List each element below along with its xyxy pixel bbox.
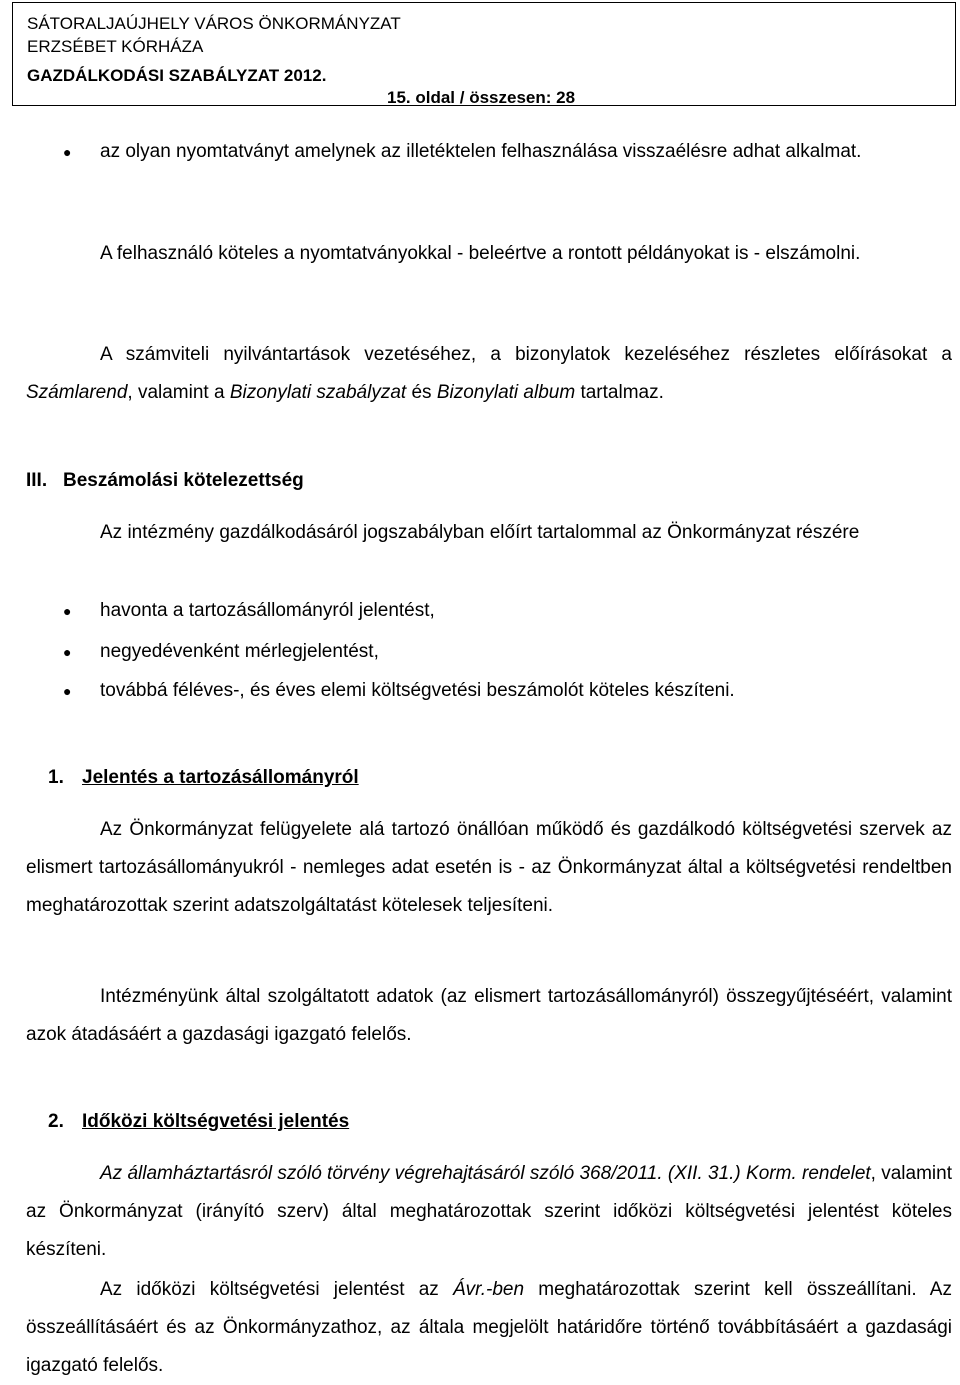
bullet-icon: ● — [63, 603, 72, 619]
paragraph: A felhasználó köteles a nyomtatványokkal - beleértve a rontott példányokat is - elszámolni. — [100, 243, 861, 264]
subsection-number: 2. — [48, 1111, 64, 1132]
paragraph: A számviteli nyilvántartások vezetéséhez, a bizonylatok kezeléséhez részletes előírásokat a Számlarend, valamint a Bizonylati szabályzat és Bizonylati album tartalmaz. — [26, 344, 952, 403]
paragraph: Az intézmény gazdálkodásáról jogszabályban előírt tartalommal az Önkormányzat részére — [100, 522, 860, 543]
section-title: Beszámolási kötelezettség — [63, 470, 304, 491]
page-header — [12, 2, 956, 106]
section-number: III. — [26, 470, 48, 491]
header-hospital: ERZSÉBET KÓRHÁZA — [27, 37, 204, 56]
header-document-title: GAZDÁLKODÁSI SZABÁLYZAT 2012. — [27, 66, 327, 85]
list-item: az olyan nyomtatványt amelynek az illetéktelen felhasználása visszaélésre adhat alkalmat. — [100, 141, 862, 162]
header-institution: SÁTORALJAÚJHELY VÁROS ÖNKORMÁNYZAT — [27, 14, 401, 33]
subsection-title: Jelentés a tartozásállományról — [82, 767, 359, 788]
subsection-title: Időközi költségvetési jelentés — [82, 1111, 350, 1132]
paragraph: Az államháztartásról szóló törvény végrehajtásáról szóló 368/2011. (XII. 31.) Korm. rendelet, valamint az Önkormányzat (irányító szerv) által meghatározottak szerint időközi költségvetési jelentést köteles készíteni. — [26, 1163, 952, 1260]
bullet-icon: ● — [63, 144, 72, 160]
bullet-icon: ● — [63, 644, 72, 660]
paragraph: Intézményünk által szolgáltatott adatok (az elismert tartozásállományról) összegyűjtéséért, valamint azok átadásáért a gazdasági igazgató felelős. — [26, 986, 952, 1045]
page-number: 15. oldal / összesen: 28 — [387, 88, 576, 107]
list-item: havonta a tartozásállományról jelentést, — [100, 600, 435, 621]
paragraph: Az időközi költségvetési jelentést az Ávr.-ben meghatározottak szerint kell összeállítani. Az összeállításáért és az Önkormányzathoz, az általa megjelölt határidőre történő továbbításáért a gazdasági igazgató felelős. — [26, 1279, 952, 1376]
subsection-number: 1. — [48, 767, 64, 788]
bullet-icon: ● — [63, 683, 72, 699]
paragraph: Az Önkormányzat felügyelete alá tartozó önállóan működő és gazdálkodó költségvetési szervek az elismert tartozásállományukról - nemleges adat esetén is - az Önkormányzat által a költségvetési rendeltben meghatározottak szerint adatszolgáltatást kötelesek teljesíteni. — [26, 819, 952, 916]
list-item: negyedévenként mérlegjelentést, — [100, 641, 379, 662]
list-item: továbbá féléves-, és éves elemi költségvetési beszámolót köteles készíteni. — [100, 680, 735, 701]
